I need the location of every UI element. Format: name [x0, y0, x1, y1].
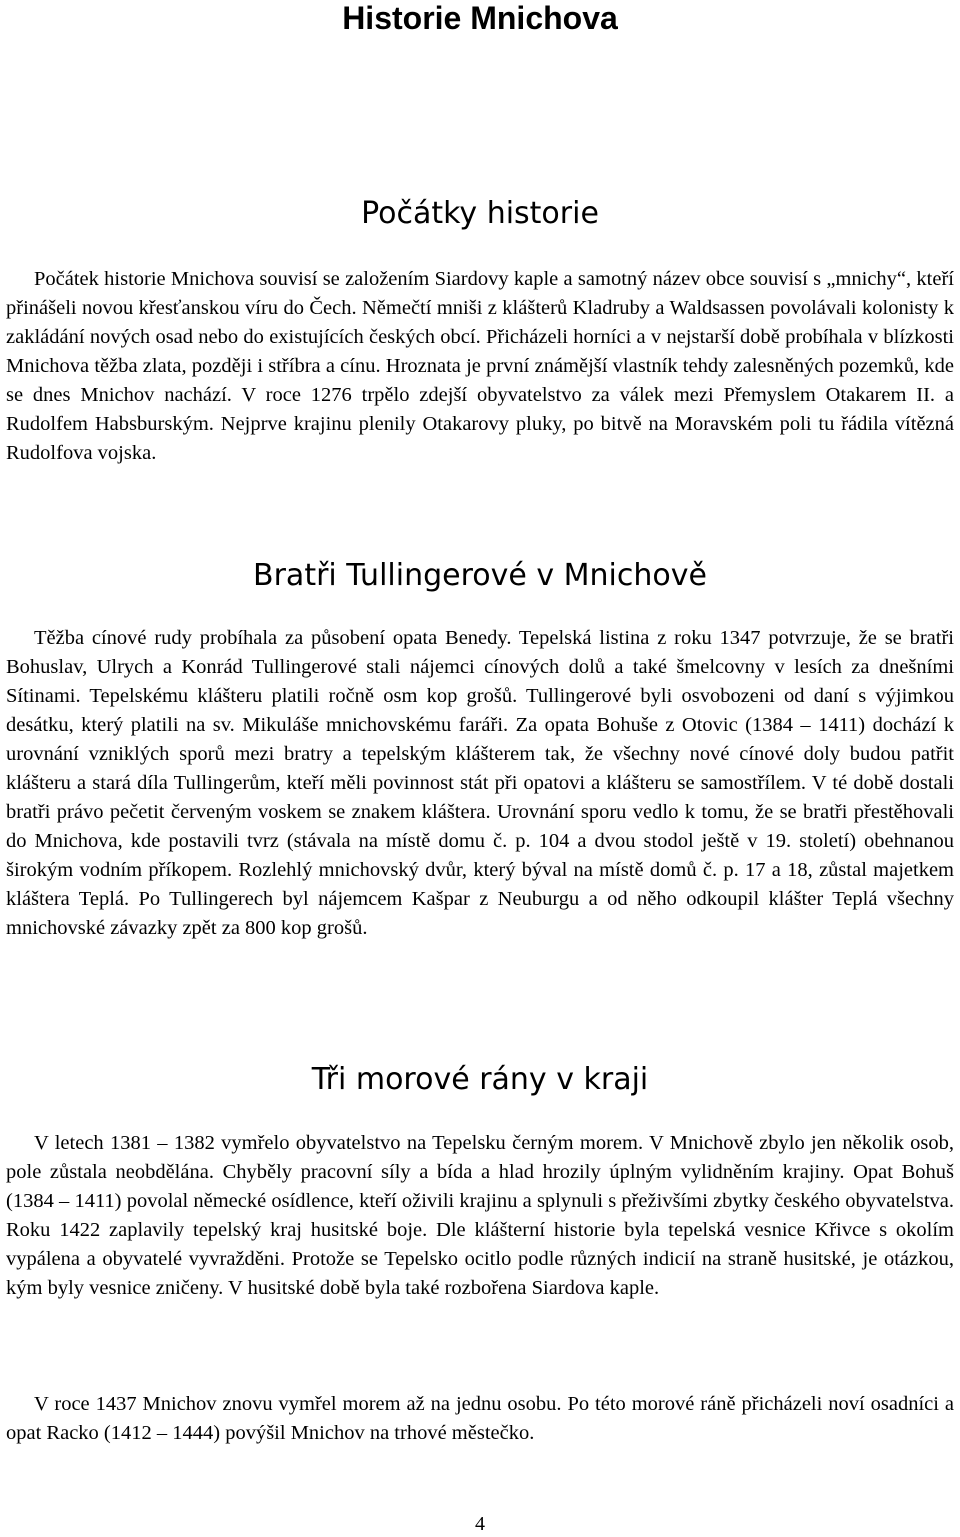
paragraph-plague-2: V roce 1437 Mnichov znovu vymřel morem až na jednu osobu. Po této morové ráně přicházeli noví osadníci a opat Racko (1412 – 1444) povýšil Mnichov na trhové městečko. — [6, 1393, 954, 1444]
paragraph-tullinger-brothers: Těžba cínové rudy probíhala za působení opata Benedy. Tepelská listina z roku 1347 potvrzuje, že se bratři Bohuslav, Ulrych a Konrád Tullingerové stali nájemci cínových dolů a také šmelcovny v lesích za dnešními Sítinami. Tepelskému klášteru platili ročně osm kop grošů. Tullingerové byli osvobozeni od daní s výjimkou desátku, který platili na sv. Mikuláše mnichovskému faráři. Za opata Bohuše z Otovic (1384 – 1411) dochází k urovnání vzniklých sporů mezi bratry a tepelským klášterem tak, že všechny nové cínové doly budou patřit klášteru a stará díla Tullingerům, kteří měli povinnost stát při opatovi a klášteru se samostřílem. V té době dostali bratři právo pečetit červeným voskem se znakem kláštera. Urovnání sporu vedlo k tomu, že se bratři přestěhovali do Mnichova, kde postavili tvrz (stávala na místě domu č. p. 104 a dvou stodol ještě v 19. století) obehnanou širokým vodním příkopem. Rozlehlý mnichovský dvůr, který býval na místě domů č. p. 17 a 18, zůstal majetkem kláštera Teplá. Po Tullingerech byl nájemcem Kašpar z Neuburgu a od něho odkoupil klášter Teplá všechny mnichovské závazky zpět za 800 kop grošů. — [6, 627, 954, 939]
paragraph-beginnings: Počátek historie Mnichova souvisí se založením Siardovy kaple a samotný název obce souvisí s „mnichy“, kteří přinášeli novou křesťanskou víru do Čech. Němečtí mniši z klášterů Kladruby a Waldsassen povolávali kolonisty k zakládání nových osad nebo do existujících českých obcí. Přicházeli horníci a v nejstarší době probíhala v blízkosti Mnichova těžba zlata, později i stříbra a cínu. Hroznata je první známější vlastník tehdy zalesněných pozemků, kde se dnes Mnichov nachází. V roce 1276 trpělo zdejší obyvatelstvo za válek mezi Přemyslem Otakarem II. a Rudolfem Habsburským. Nejprve krajinu plenily Otakarovy pluky, po bitvě na Moravském poli tu řádila vítězná Rudolfova vojska. — [6, 268, 954, 464]
paragraph-plague-1: V letech 1381 – 1382 vymřelo obyvatelstvo na Tepelsku černým morem. V Mnichově zbylo jen několik osob, pole zůstala neobdělána. Chyběly pracovní síly a bída a hlad hrozily úplným vylidněním krajiny. Opat Bohuš (1384 – 1411) povolal německé osídlence, kteří oživili krajinu a splynuli s přeživšími zbytky českého obyvatelstva. Roku 1422 zaplavily tepelský kraj husitské boje. Dle klášterní historie byla tepelská vesnice Křivce s okolím vypálena a obyvatelé vyvražděni. Protože se Tepelsko ocitlo podle různých indicií na straně husitské, je otázkou, kým byly vesnice zničeny. V husitské době byla také rozbořena Siardova kaple. — [6, 1132, 954, 1299]
section-heading-tullinger-brothers: Bratři Tullingerové v Mnichově — [253, 558, 707, 593]
page-number: 4 — [475, 1513, 485, 1535]
page-title: Historie Mnichova — [342, 0, 618, 36]
section-heading-plague: Tři morové rány v kraji — [311, 1062, 649, 1097]
section-heading-beginnings: Počátky historie — [361, 196, 599, 231]
